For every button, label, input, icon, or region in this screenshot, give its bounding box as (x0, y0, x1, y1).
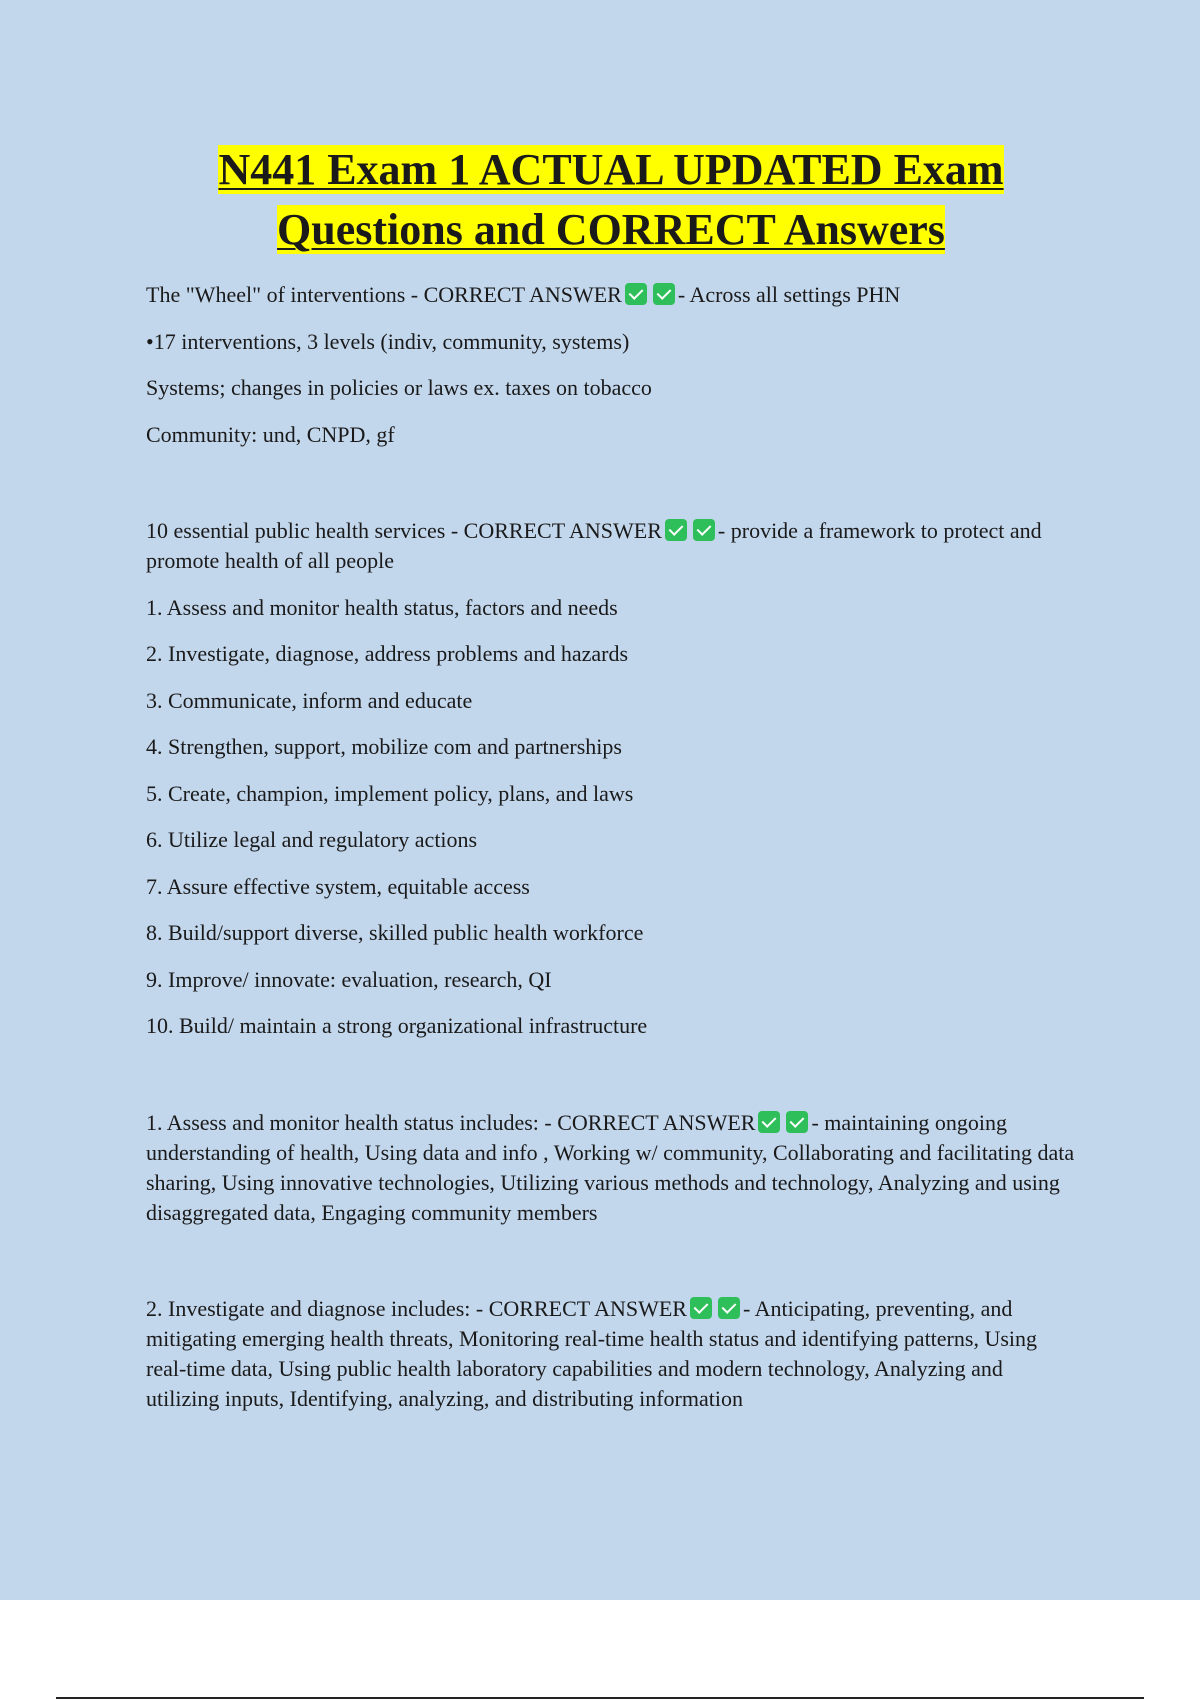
qa-essential-services (146, 516, 1076, 576)
list-item: 10. Build/ maintain a strong organizational infrastructure (146, 1013, 648, 1038)
qa-assess-monitor (146, 1108, 1076, 1228)
question-text: The "Wheel" of interventions - CORRECT ANSWER (146, 282, 622, 307)
section-spacer (146, 1244, 1076, 1294)
check-mark-icon (758, 1111, 780, 1133)
answer-text: - Anticipating, preventing, and mitigating emerging health threats, Monitoring real-time health status and identifying patterns, Using real-time data, Using public health laboratory capabilities and modern technology, Analyzing and utilizing inputs, Identifying, analyzing, and distributing information (146, 1296, 1038, 1411)
footer-divider (56, 1697, 1144, 1699)
qa-wheel-interventions (146, 280, 1076, 310)
answer-text: - Across all settings PHN (677, 282, 901, 307)
list-item: •17 interventions, 3 levels (indiv, community, systems) (146, 328, 630, 354)
list-item: 8. Build/support diverse, skilled public health workforce (146, 920, 644, 945)
answer-text: - provide a framework to protect and promote health of all people (146, 518, 1042, 573)
check-mark-icon (693, 519, 715, 541)
question-text: 2. Investigate and diagnose includes: - CORRECT ANSWER (146, 1296, 687, 1321)
list-item: 1. Assess and monitor health status, factors and needs (146, 594, 618, 620)
check-mark-icon (625, 283, 647, 305)
title-line-1: N441 Exam 1 ACTUAL UPDATED Exam (218, 145, 1004, 194)
list-item: 2. Investigate, diagnose, address problems and hazards (146, 641, 629, 666)
list-item: 4. Strengthen, support, mobilize com and partnerships (146, 734, 622, 759)
check-mark-icon (718, 1297, 740, 1319)
list-item: Systems; changes in policies or laws ex. taxes on tobacco (146, 375, 652, 400)
document-content (146, 140, 1076, 1431)
answer-text: - maintaining ongoing understanding of health, Using data and info , Working w/ community, Collaborating and facilitating data sharing, Using innovative technologies, Utilizing various methods and technology, Analyzing and using disaggregated data, Engaging community members (146, 1109, 1075, 1225)
section-spacer (146, 466, 1076, 516)
list-item: 9. Improve/ innovate: evaluation, research, QI (146, 966, 552, 992)
list-item: Community: und, CNPD, gf (146, 421, 395, 447)
list-item: 3. Communicate, inform and educate (146, 687, 473, 713)
question-text: 1. Assess and monitor health status includes: - CORRECT ANSWER (146, 1109, 756, 1135)
check-mark-icon (786, 1111, 808, 1133)
title-line-2: Questions and CORRECT Answers (277, 205, 945, 254)
list-item: 5. Create, champion, implement policy, plans, and laws (146, 780, 634, 806)
question-text: 10 essential public health services - CORRECT ANSWER (146, 518, 662, 543)
qa-investigate-diagnose (146, 1294, 1076, 1414)
list-item: 6. Utilize legal and regulatory actions (146, 827, 478, 852)
document-title (146, 140, 1076, 260)
check-mark-icon (690, 1297, 712, 1319)
section-spacer (146, 1058, 1076, 1108)
list-item: 7. Assure effective system, equitable access (146, 873, 530, 899)
check-mark-icon (665, 519, 687, 541)
check-mark-icon (653, 283, 675, 305)
